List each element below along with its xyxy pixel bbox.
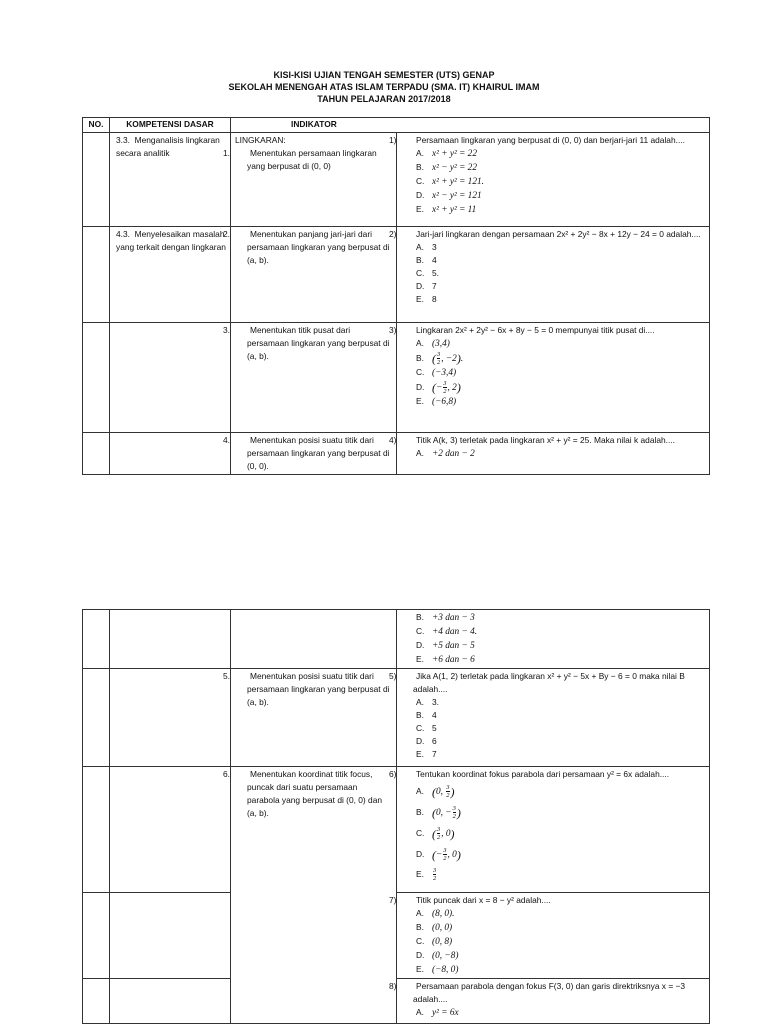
col-no: NO. [83,118,110,133]
table-row [83,610,710,669]
col-indikator: INDIKATOR [231,118,710,133]
fraction: $\frac{3}{2}$ [446,784,450,800]
indikator-cell-1: LINGKARAN: 1. Menentukan persamaan lingkaran yang berpusat di (0, 0) [231,133,397,227]
title-line-3: TAHUN PELAJARAN 2017/2018 [317,94,451,104]
grid-table-2 [82,609,710,1024]
kd-cell-2: 4.3. Menyelesaikan masalah yang terkait dengan lingkaran [110,227,231,323]
question-2: 2) Jari-jari lingkaran dengan persamaan 2x² + 2y² − 8x + 12y − 24 = 0 adalah.... A. 3 B. 4 C. 5. D. 7 E. 8 [397,227,710,323]
kd-cell-1: 3.3. Menganalisis lingkaran secara analitik [110,133,231,227]
table-row [83,893,710,979]
fraction: $\frac{3}{2}$ [443,847,447,863]
indikator-cell-2: 2. Menentukan panjang jari-jari dari persamaan lingkaran yang berpusat di (a, b). [231,227,397,323]
title-line-1: KISI-KISI UJIAN TENGAH SEMESTER (UTS) GENAP [273,70,495,80]
question-1: 1) Persamaan lingkaran yang berpusat di (0, 0) dan berjari-jari 11 adalah.... A. x² + y² = 22 B. x² − y² = 22 C. x² + y² = 121. D. x² − y² = 121 E. x² + y² = 11 [397,133,710,227]
question-7: 7) Titik puncak dari x = 8 − y² adalah.... A. (8, 0). B. (0, 0) C. (0, 8) D. (0, −8) E. (−8, 0) [397,893,710,979]
question-3: 3) Lingkaran 2x² + 2y² − 6x + 8y − 5 = 0 mempunyai titik pusat di.... A. (3,4) B. ( $\frac{3}{2}$ , −2). C. (−3,4) D. (− $\frac{3}{2}$ , 2) E. (−6,8) [397,323,710,433]
table-row [83,979,710,1024]
table-row [83,767,710,893]
table-header-row [83,118,710,133]
fraction: $\frac{3}{2}$ [443,380,447,395]
indikator-cell-6: 6. Menentukan koordinat titik focus, puncak dari suatu persamaan parabola yang berpusat di (0, 0) dan (a, b). [231,767,397,1024]
question-6: 6) Tentukan koordinat fokus parabola dari persamaan y² = 6x adalah.... A. (0, $\frac{3}{2}$ ) B. (0, − $\frac{3}{2}$ ) C. ( $\frac{3}{2}$ , 0) D. (− $\frac{3}{2}$ , 0) E. $\frac{3}{2}$ [397,767,710,893]
question-4-continued: B. +3 dan − 3 C. +4 dan − 4. D. +5 dan − 5 E. +6 dan − 6 [397,610,710,669]
table-row [83,669,710,767]
table-row [83,133,710,227]
question-4: 4) Titik A(k, 3) terletak pada lingkaran x² + y² = 25. Maka nilai k adalah.... A. +2 dan − 2 [397,433,710,475]
fraction: $\frac{3}{2}$ [437,351,441,366]
table-row [83,433,710,475]
fraction: $\frac{3}{2}$ [433,867,437,883]
question-5: 5) Jika A(1, 2) terletak pada lingkaran x² + y² − 5x + By − 6 = 0 maka nilai B adalah.... A. 3. B. 4 C. 5 D. 6 E. 7 [397,669,710,767]
col-kd: KOMPETENSI DASAR [110,118,231,133]
fraction: $\frac{3}{2}$ [452,805,456,821]
grid-table-1 [82,117,710,475]
indikator-cell-4: 4. Menentukan posisi suatu titik dari persamaan lingkaran yang berpusat di (0, 0). [231,433,397,475]
table-row [83,227,710,323]
fraction: $\frac{3}{2}$ [437,826,441,842]
indikator-cell-3: 3. Menentukan titik pusat dari persamaan lingkaran yang berpusat di (a, b). [231,323,397,433]
indikator-cell-5: 5. Menentukan posisi suatu titik dari persamaan lingkaran yang berpusat di (a, b). [231,669,397,767]
table-row [83,323,710,433]
title-line-2: SEKOLAH MENENGAH ATAS ISLAM TERPADU (SMA. IT) KHAIRUL IMAM [228,82,540,92]
question-8: 8) Persamaan parabola dengan fokus F(3, 0) dan garis direktriksnya x = −3 adalah.... A. y² = 6x [397,979,710,1024]
